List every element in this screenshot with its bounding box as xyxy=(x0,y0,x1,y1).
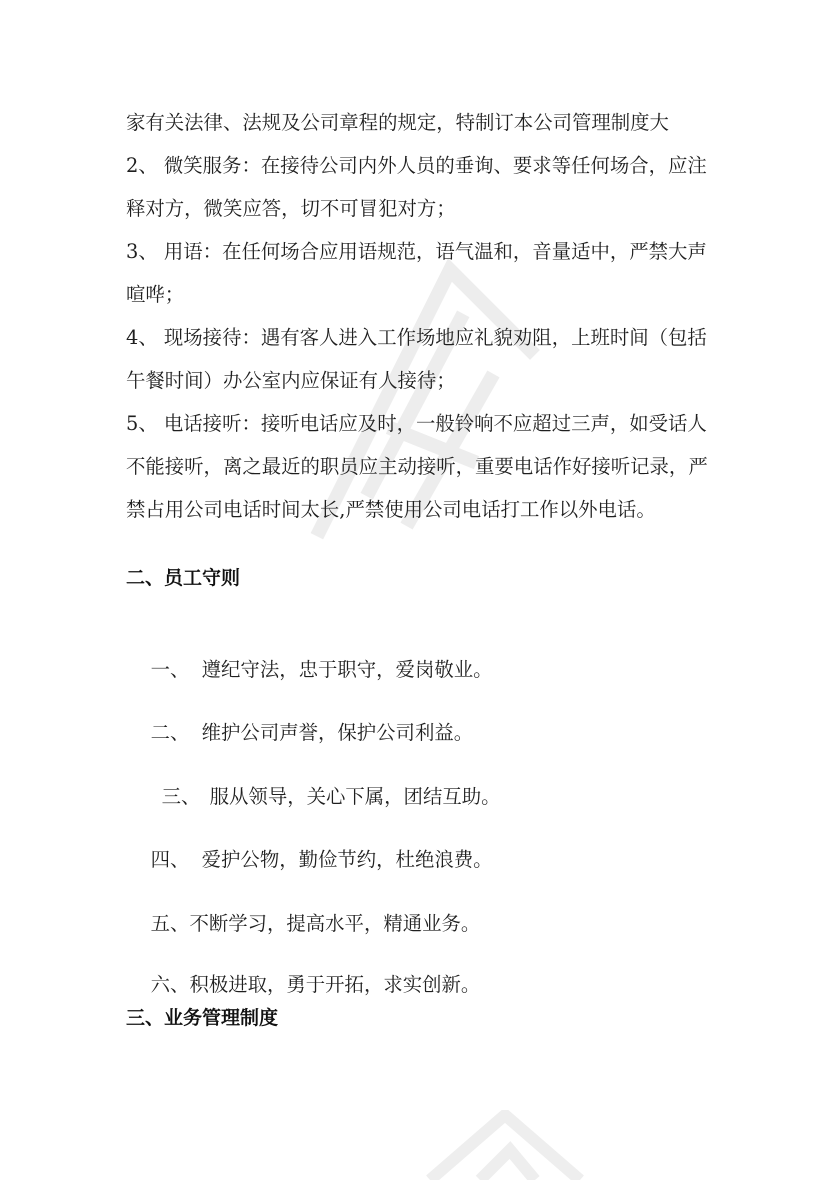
list-item-text: 积极进取，勇于开拓，求实创新。 xyxy=(189,973,481,996)
watermark-logo-icon-bottom xyxy=(420,1110,620,1180)
list-item-text: 维护公司声誉，保护公司利益。 xyxy=(201,721,474,744)
list-item xyxy=(126,879,481,935)
paragraph-line: 释对方，微笑应答，切不可冒犯对方； xyxy=(126,197,456,220)
list-item-text: 不断学习，提高水平，精通业务。 xyxy=(189,912,481,935)
list-marker: 四、 xyxy=(150,848,190,871)
paragraph-line: 5、 电话接听：接听电话应及时，一般铃响不应超过三声，如受话人 xyxy=(126,412,707,435)
list-marker: 六、 xyxy=(150,973,190,996)
list-marker: 二、 xyxy=(150,721,190,744)
list-item xyxy=(126,940,481,996)
paragraph-line: 3、 用语：在任何场合应用语规范，语气温和，音量适中，严禁大声 xyxy=(126,240,707,263)
section-heading-employee-rules: 二、员工守则 xyxy=(126,567,241,589)
list-marker: 一、 xyxy=(150,658,190,681)
section-heading-business-management: 三、业务管理制度 xyxy=(126,1007,279,1029)
paragraph-line: 午餐时间）办公室内应保证有人接待； xyxy=(126,369,456,392)
list-item xyxy=(137,752,501,808)
list-item xyxy=(126,688,474,744)
paragraph-line: 喧哗； xyxy=(126,283,185,306)
list-item-text: 遵纪守法，忠于职守，爱岗敬业。 xyxy=(201,658,493,681)
list-item-text: 服从领导，关心下属，团结互助。 xyxy=(209,785,501,808)
list-item xyxy=(126,815,493,871)
list-marker: 三、 xyxy=(161,785,201,808)
paragraph-line: 2、 微笑服务：在接待公司内外人员的垂询、要求等任何场合，应注 xyxy=(126,154,707,177)
paragraph-line: 家有关法律、法规及公司章程的规定，特制订本公司管理制度大 xyxy=(126,111,669,134)
paragraph-line: 不能接听，离之最近的职员应主动接听，重要电话作好接听记录，严 xyxy=(126,455,708,478)
list-marker: 五、 xyxy=(150,912,190,935)
list-item xyxy=(126,625,493,681)
list-item-text: 爱护公物，勤俭节约，杜绝浪费。 xyxy=(201,848,493,871)
paragraph-line: 禁占用公司电话时间太长,严禁使用公司电话打工作以外电话。 xyxy=(126,498,656,521)
paragraph-line: 4、 现场接待：遇有客人进入工作场地应礼貌劝阻，上班时间（包括 xyxy=(126,326,707,349)
